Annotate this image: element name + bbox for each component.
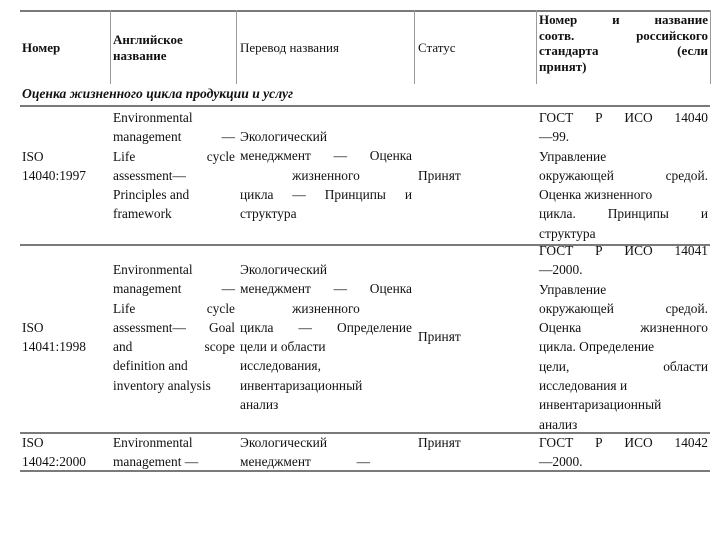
row2-english: Environmental management — Life cycle assessment— Goal and scope definition and inventory analysis <box>113 262 235 393</box>
row1-translation: Экологический менеджмент — Оценка жизненного цикла — Принципы и структура <box>240 129 412 222</box>
col-divider-3 <box>414 10 415 84</box>
row3-translation: Экологический менеджмент — <box>240 435 370 470</box>
row2-translation: Экологический менеджмент — Оценка жизненного цикла — Определение цели и области исследования, инвентаризационный анализ <box>240 262 412 413</box>
header-number: Номер <box>22 40 61 55</box>
col-divider-4 <box>536 10 537 84</box>
row2-russian-standard: ГОСТ Р ИСО 14041 —2000. Управление окружающей средой. Оценка жизненного цикла. Определение цели, области исследования и инвентаризационный анализ <box>539 243 708 432</box>
header-status: Статус <box>418 40 456 55</box>
row3-status: Принят <box>418 435 461 450</box>
row2-number: ISO 14041:1998 <box>22 320 86 355</box>
row3-russian-standard: ГОСТ Р ИСО 14042 —2000. <box>539 435 708 470</box>
header-russian-standard: Номер и название соотв. российского стандарта (если принят) <box>539 12 708 74</box>
row1-number: ISO 14040:1997 <box>22 149 86 184</box>
header-english-name: Английское название <box>113 32 183 63</box>
row3-number: ISO 14042:2000 <box>22 435 86 470</box>
col-divider-2 <box>236 10 237 84</box>
col-divider-5 <box>710 10 711 84</box>
row3-english: Environmental management — <box>113 435 199 470</box>
col-divider-1 <box>110 10 111 84</box>
section-title: Оценка жизненного цикла продукции и услуг <box>22 86 294 101</box>
section-rule <box>20 105 710 107</box>
row1-english: Environmental management — Life cycle assessment— Principles and framework <box>113 110 235 222</box>
header-translation: Перевод названия <box>240 40 339 55</box>
row1-status: Принят <box>418 168 461 183</box>
row2-status: Принят <box>418 329 461 344</box>
row1-russian-standard: ГОСТ Р ИСО 14040 —99. Управление окружающей средой. Оценка жизненного цикла. Принципы и структура <box>539 110 708 241</box>
